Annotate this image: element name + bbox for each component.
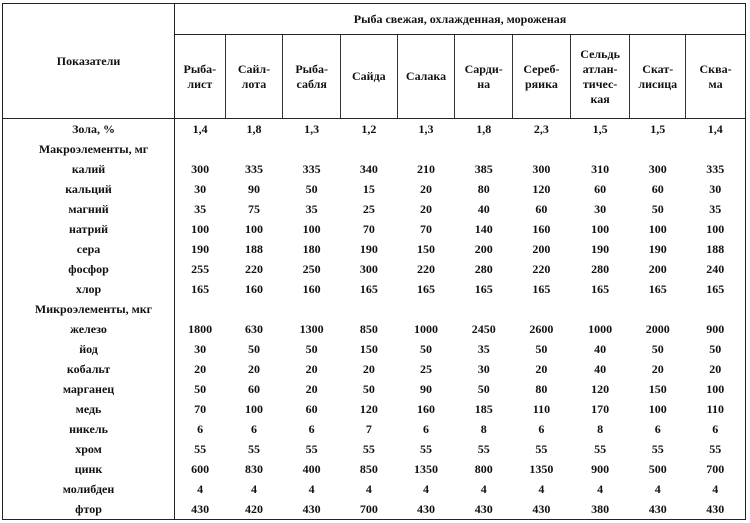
value-cell: 35 <box>175 199 226 219</box>
value-cell: 60 <box>247 381 260 396</box>
value-cell: 1800 <box>175 319 226 339</box>
fish-column-header-line: атлан- <box>582 61 618 76</box>
value-cell: 165 <box>359 281 378 296</box>
value-cell: 80 <box>477 181 490 196</box>
value-cell: 50 <box>247 341 260 356</box>
value-cell: 1,8 <box>246 121 262 136</box>
value-cell: 30 <box>594 201 607 216</box>
value-cell: 600 <box>175 459 226 479</box>
value-cell: 150 <box>417 241 436 256</box>
value-cell: 30 <box>477 361 490 376</box>
value-cell: 850 <box>359 461 378 476</box>
table-row <box>3 259 746 279</box>
value-cell: 170 <box>591 401 610 416</box>
value-cell: 335 <box>302 161 321 176</box>
value-cell: 430 <box>686 499 746 520</box>
value-cell: 335 <box>706 161 725 176</box>
table-row <box>3 339 746 359</box>
value-cell: 20 <box>305 361 318 376</box>
table-row <box>3 459 746 479</box>
value-cell <box>570 299 630 319</box>
row-label: марганец <box>3 379 175 399</box>
value-cell: 1,4 <box>175 119 226 140</box>
value-cell: 430 <box>397 499 455 520</box>
value-cell: 400 <box>302 461 321 476</box>
fish-column-header <box>397 35 455 119</box>
value-cell: 100 <box>175 219 226 239</box>
value-cell: 20 <box>709 361 722 376</box>
value-cell: 165 <box>474 281 493 296</box>
value-cell: 150 <box>359 341 378 356</box>
value-cell: 50 <box>535 341 548 356</box>
value-cell <box>570 139 630 159</box>
value-cell <box>175 299 226 319</box>
value-cell: 90 <box>247 181 260 196</box>
value-cell: 25 <box>420 361 433 376</box>
value-cell: 165 <box>706 281 725 296</box>
value-cell <box>283 299 341 319</box>
value-cell: 160 <box>417 401 436 416</box>
value-cell: 430 <box>455 499 513 520</box>
table-row <box>3 279 746 299</box>
row-label: цинк <box>3 459 175 479</box>
row-label: хлор <box>3 279 175 299</box>
value-cell: 100 <box>244 221 263 236</box>
table-row <box>3 439 746 459</box>
value-cell: 1,5 <box>650 121 666 136</box>
row-label: кобальт <box>3 359 175 379</box>
row-label: хром <box>3 439 175 459</box>
section-row <box>3 299 746 319</box>
value-cell: 200 <box>648 261 667 276</box>
row-label: магний <box>3 199 175 219</box>
value-cell: 50 <box>477 381 490 396</box>
value-cell: 20 <box>362 361 375 376</box>
value-cell: 4 <box>308 481 315 496</box>
value-cell: 430 <box>175 499 226 520</box>
value-cell: 1,3 <box>304 121 320 136</box>
row-label: медь <box>3 399 175 419</box>
value-cell: 6 <box>423 421 430 436</box>
value-cell: 75 <box>247 201 260 216</box>
fish-column-header-line: на <box>477 76 491 91</box>
value-cell: 280 <box>474 261 493 276</box>
value-cell: 120 <box>591 381 610 396</box>
value-cell: 20 <box>651 361 664 376</box>
value-cell: 6 <box>175 419 226 439</box>
value-cell: 25 <box>362 201 375 216</box>
fish-column-header-line: Сква- <box>699 61 732 76</box>
value-cell <box>225 139 283 159</box>
fish-column-header-line: Рыба- <box>295 61 329 76</box>
value-cell: 150 <box>648 381 667 396</box>
value-cell: 120 <box>532 181 551 196</box>
value-cell: 430 <box>630 499 686 520</box>
value-cell: 40 <box>594 361 607 376</box>
table-row <box>3 179 746 199</box>
value-cell: 190 <box>359 241 378 256</box>
fish-column-header-line: Сереб- <box>523 61 560 76</box>
value-cell: 8 <box>480 421 487 436</box>
value-cell: 60 <box>651 181 664 196</box>
value-cell: 1000 <box>588 321 613 336</box>
value-cell: 830 <box>244 461 263 476</box>
value-cell: 100 <box>591 221 610 236</box>
value-cell: 60 <box>535 201 548 216</box>
value-cell: 340 <box>359 161 378 176</box>
value-cell: 110 <box>706 401 724 416</box>
value-cell: 110 <box>532 401 551 416</box>
row-label: никель <box>3 419 175 439</box>
value-cell: 380 <box>570 499 630 520</box>
value-cell: 6 <box>538 421 545 436</box>
value-cell: 90 <box>420 381 433 396</box>
fish-column-header <box>513 35 571 119</box>
value-cell: 1350 <box>529 461 554 476</box>
section-row <box>3 139 746 159</box>
table-row <box>3 419 746 439</box>
value-cell: 1350 <box>414 461 439 476</box>
value-cell: 1,2 <box>361 121 377 136</box>
mineral-composition-table <box>2 3 746 520</box>
value-cell: 220 <box>244 261 263 276</box>
value-cell: 900 <box>591 461 610 476</box>
value-cell: 55 <box>709 441 722 456</box>
fish-column-header <box>175 35 226 119</box>
value-cell: 300 <box>175 159 226 179</box>
fish-column-header-line: лота <box>241 76 267 91</box>
table-row <box>3 159 746 179</box>
value-cell: 1,3 <box>418 121 434 136</box>
value-cell: 100 <box>244 401 263 416</box>
value-cell: 4 <box>654 481 661 496</box>
value-cell: 1300 <box>299 321 324 336</box>
fish-column-header-line: лисица <box>638 76 678 91</box>
row-label: калий <box>3 159 175 179</box>
fish-column-header <box>686 35 746 119</box>
value-cell <box>397 299 455 319</box>
value-cell: 188 <box>244 241 263 256</box>
value-cell: 335 <box>244 161 263 176</box>
fish-column-header-line: Салака <box>405 69 447 83</box>
value-cell: 6 <box>308 421 315 436</box>
fish-column-header <box>225 35 283 119</box>
value-cell <box>630 299 686 319</box>
table-row <box>3 319 746 339</box>
value-cell: 165 <box>417 281 436 296</box>
value-cell: 60 <box>594 181 607 196</box>
value-cell: 30 <box>175 339 226 359</box>
table-row <box>3 399 746 419</box>
value-cell: 20 <box>247 361 260 376</box>
value-cell: 55 <box>247 441 260 456</box>
value-cell: 4 <box>365 481 372 496</box>
value-cell: 300 <box>359 261 378 276</box>
value-cell <box>455 299 513 319</box>
section-label: Макроэлементы, мг <box>3 139 175 159</box>
value-cell: 55 <box>477 441 490 456</box>
fish-column-header-line: Скат- <box>642 61 674 76</box>
value-cell: 20 <box>305 381 318 396</box>
value-cell <box>513 139 571 159</box>
value-cell: 385 <box>474 161 493 176</box>
value-cell: 4 <box>250 481 257 496</box>
value-cell: 20 <box>175 359 226 379</box>
value-cell: 50 <box>305 181 318 196</box>
value-cell: 70 <box>420 221 433 236</box>
value-cell: 20 <box>420 181 433 196</box>
value-cell: 700 <box>706 461 725 476</box>
value-cell: 850 <box>359 321 378 336</box>
section-label: Микроэлементы, мкг <box>3 299 175 319</box>
value-cell: 220 <box>417 261 436 276</box>
fish-column-header <box>570 35 630 119</box>
value-cell: 4 <box>480 481 487 496</box>
row-label: молибден <box>3 479 175 499</box>
value-cell: 165 <box>648 281 667 296</box>
fish-column-header <box>630 35 686 119</box>
value-cell: 2450 <box>471 321 496 336</box>
value-cell: 70 <box>175 399 226 419</box>
value-cell <box>630 139 686 159</box>
value-cell: 55 <box>175 439 226 459</box>
value-cell: 40 <box>477 201 490 216</box>
value-cell: 55 <box>362 441 375 456</box>
value-cell: 100 <box>706 221 725 236</box>
fish-column-header-line: Рыба- <box>183 61 217 76</box>
table-row <box>3 379 746 399</box>
value-cell: 55 <box>535 441 548 456</box>
value-cell: 200 <box>532 241 551 256</box>
value-cell: 55 <box>305 441 318 456</box>
value-cell <box>513 299 571 319</box>
value-cell: 188 <box>706 241 725 256</box>
value-cell: 300 <box>532 161 551 176</box>
value-cell: 8 <box>597 421 604 436</box>
value-cell: 430 <box>513 499 571 520</box>
value-cell: 50 <box>305 341 318 356</box>
fish-column-header-line: сабля <box>296 76 327 91</box>
value-cell: 80 <box>535 381 548 396</box>
fish-column-header-line: ряика <box>525 76 558 91</box>
row-label: Зола, % <box>3 119 175 140</box>
value-cell: 100 <box>706 381 725 396</box>
value-cell: 160 <box>302 281 321 296</box>
value-cell: 35 <box>477 341 490 356</box>
value-cell: 165 <box>591 281 610 296</box>
row-label: натрий <box>3 219 175 239</box>
table-row <box>3 479 746 499</box>
value-cell: 40 <box>594 341 607 356</box>
value-cell: 4 <box>175 479 226 499</box>
fish-column-header <box>341 35 398 119</box>
value-cell: 55 <box>420 441 433 456</box>
value-cell: 7 <box>365 421 372 436</box>
value-cell <box>225 299 283 319</box>
value-cell: 300 <box>648 161 667 176</box>
value-cell <box>341 139 398 159</box>
value-cell: 100 <box>648 401 667 416</box>
table-row <box>3 239 746 259</box>
value-cell: 165 <box>175 279 226 299</box>
fish-column-header <box>283 35 341 119</box>
value-cell: 1,5 <box>592 121 608 136</box>
value-cell: 35 <box>305 201 318 216</box>
table-body <box>3 119 746 520</box>
value-cell: 250 <box>302 261 321 276</box>
value-cell: 160 <box>244 281 263 296</box>
value-cell: 190 <box>648 241 667 256</box>
value-cell: 700 <box>341 499 398 520</box>
value-cell: 280 <box>591 261 610 276</box>
value-cell: 800 <box>474 461 493 476</box>
value-cell: 4 <box>423 481 430 496</box>
value-cell: 20 <box>420 201 433 216</box>
value-cell: 6 <box>654 421 661 436</box>
value-cell: 1,8 <box>476 121 492 136</box>
value-cell: 1,4 <box>707 121 723 136</box>
value-cell: 55 <box>594 441 607 456</box>
value-cell <box>686 299 746 319</box>
value-cell: 165 <box>532 281 551 296</box>
value-cell: 50 <box>420 341 433 356</box>
row-label: железо <box>3 319 175 339</box>
fish-column-header-line: кая <box>590 91 610 106</box>
value-cell <box>686 139 746 159</box>
value-cell: 20 <box>535 361 548 376</box>
value-cell: 500 <box>648 461 667 476</box>
value-cell: 240 <box>706 261 725 276</box>
value-cell: 310 <box>591 161 610 176</box>
value-cell: 30 <box>709 181 722 196</box>
value-cell: 50 <box>175 379 226 399</box>
value-cell: 50 <box>362 381 375 396</box>
value-cell: 900 <box>706 321 725 336</box>
value-cell: 50 <box>709 341 722 356</box>
value-cell: 210 <box>417 161 436 176</box>
value-cell: 190 <box>175 239 226 259</box>
row-label: кальций <box>3 179 175 199</box>
value-cell: 35 <box>709 201 722 216</box>
value-cell: 50 <box>651 201 664 216</box>
row-label: фтор <box>3 499 175 520</box>
value-cell: 30 <box>175 179 226 199</box>
table-row <box>3 119 746 140</box>
indicator-column-header: Показатели <box>3 4 175 119</box>
table-row <box>3 219 746 239</box>
value-cell: 2000 <box>645 321 670 336</box>
value-cell: 160 <box>532 221 551 236</box>
value-cell: 220 <box>532 261 551 276</box>
value-cell: 2600 <box>529 321 554 336</box>
value-cell: 200 <box>474 241 493 256</box>
value-cell: 1000 <box>414 321 439 336</box>
table-row <box>3 499 746 520</box>
table-row <box>3 199 746 219</box>
fish-column-header-line: Сарди- <box>464 61 503 76</box>
value-cell: 430 <box>283 499 341 520</box>
value-cell: 100 <box>302 221 321 236</box>
value-cell: 255 <box>175 259 226 279</box>
table-row <box>3 359 746 379</box>
value-cell: 185 <box>474 401 493 416</box>
value-cell: 50 <box>651 341 664 356</box>
value-cell: 2,3 <box>533 121 549 136</box>
value-cell: 55 <box>651 441 664 456</box>
fish-column-header-line: тичес- <box>582 76 618 91</box>
value-cell: 6 <box>712 421 719 436</box>
fish-column-header-line: ма <box>708 76 723 91</box>
fish-column-header <box>455 35 513 119</box>
fish-column-header-line: лист <box>187 76 213 91</box>
value-cell <box>283 139 341 159</box>
value-cell: 420 <box>225 499 283 520</box>
value-cell: 180 <box>302 241 321 256</box>
value-cell <box>175 139 226 159</box>
value-cell: 100 <box>648 221 667 236</box>
fish-group-header: Рыба свежая, охлажденная, мороженая <box>175 4 746 35</box>
fish-column-header-line: Сайл- <box>237 61 271 76</box>
row-label: фосфор <box>3 259 175 279</box>
row-label: йод <box>3 339 175 359</box>
value-cell: 6 <box>250 421 257 436</box>
value-cell: 70 <box>362 221 375 236</box>
value-cell: 60 <box>305 401 318 416</box>
value-cell <box>397 139 455 159</box>
value-cell: 4 <box>538 481 545 496</box>
value-cell: 4 <box>597 481 604 496</box>
value-cell: 15 <box>362 181 375 196</box>
row-label: сера <box>3 239 175 259</box>
value-cell <box>341 299 398 319</box>
value-cell: 140 <box>474 221 493 236</box>
value-cell: 120 <box>359 401 378 416</box>
value-cell: 4 <box>712 481 719 496</box>
value-cell <box>455 139 513 159</box>
fish-column-header-line: Сайда <box>352 69 386 83</box>
fish-column-header-line: Сельдь <box>580 46 620 61</box>
value-cell: 190 <box>591 241 610 256</box>
value-cell: 630 <box>244 321 263 336</box>
